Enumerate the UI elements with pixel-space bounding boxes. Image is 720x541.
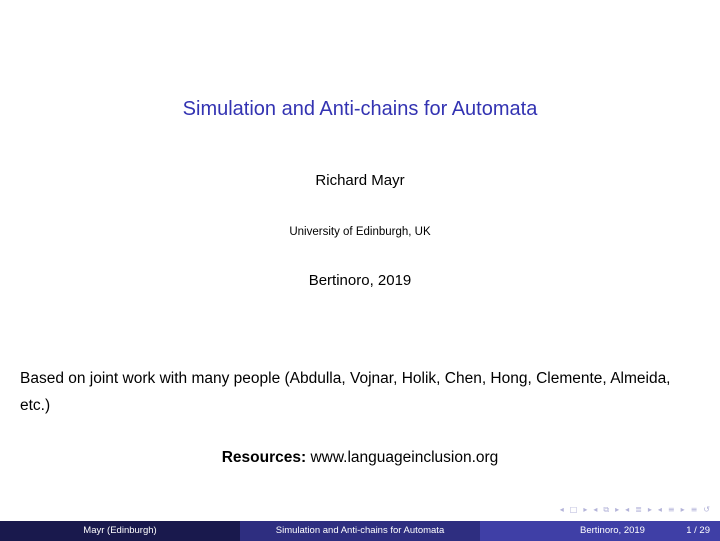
footer-date: Bertinoro, 2019: [580, 525, 645, 536]
nav-section-next-icon[interactable]: ▸: [647, 505, 652, 514]
nav-section-prev-icon[interactable]: ◂: [625, 505, 630, 514]
nav-frame-next-icon[interactable]: ▸: [583, 505, 588, 514]
beamer-navigation: [420, 503, 710, 517]
nav-slide-next-icon[interactable]: ▸: [680, 505, 685, 514]
nav-frame-icon[interactable]: □: [569, 505, 578, 514]
nav-subsection-icon[interactable]: ⧉: [603, 505, 610, 514]
author-name: Richard Mayr: [315, 172, 405, 189]
footer-bar: [0, 521, 720, 541]
date: Bertinoro, 2019: [308, 272, 412, 289]
slide-title: Simulation and Anti-chains for Automata: [182, 98, 538, 120]
nav-search-icon[interactable]: ↺: [703, 505, 710, 514]
nav-slide-icon[interactable]: ≡: [667, 505, 675, 514]
footer-page-number: 1 / 29: [686, 525, 710, 536]
nav-section-icon[interactable]: ≣: [635, 505, 642, 514]
footer-title: Simulation and Anti-chains for Automata: [240, 521, 480, 541]
nav-first-icon[interactable]: ◂: [559, 505, 564, 514]
nav-align-icon[interactable]: ≡: [690, 505, 698, 514]
institute: University of Edinburgh, UK: [289, 226, 431, 238]
resources-label: Resources:: [221, 449, 307, 466]
nav-slide-prev-icon[interactable]: ◂: [657, 505, 662, 514]
nav-subsection-next-icon[interactable]: ▸: [615, 505, 620, 514]
resources-link[interactable]: www.languageinclusion.org: [310, 449, 499, 466]
resources-line: [0, 449, 720, 467]
nav-subsection-prev-icon[interactable]: ◂: [593, 505, 598, 514]
note-text: Based on joint work with many people (Abdulla, Vojnar, Holik, Chen, Hong, Clemente, Almeida, etc.): [20, 370, 671, 414]
footer-author: Mayr (Edinburgh): [0, 521, 240, 541]
footer-right: [480, 521, 720, 541]
